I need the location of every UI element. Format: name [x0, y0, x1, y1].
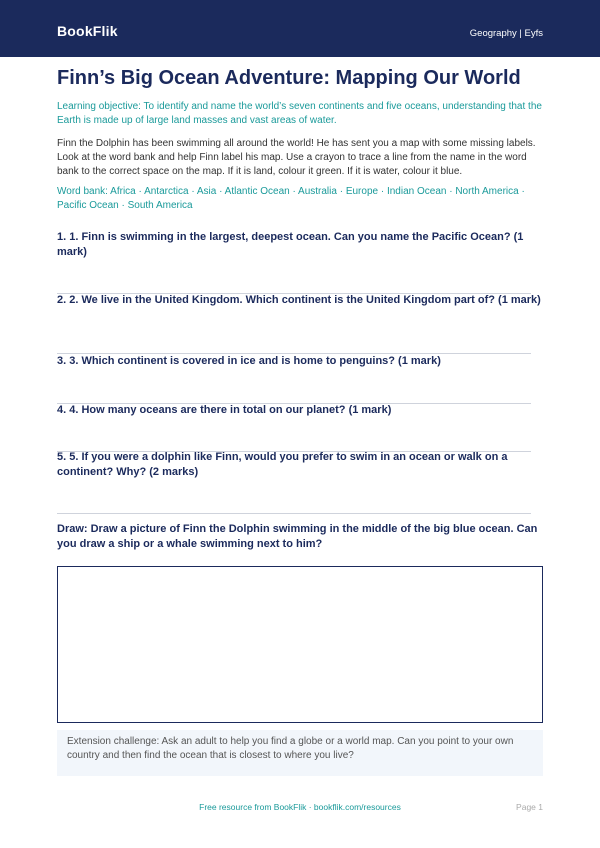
learning-objective: Learning objective: To identify and name the world’s seven continents and five oceans, understanding that the Earth is made up of large land masses and vast areas of water. — [57, 101, 542, 126]
subject-label: Geography | Eyfs — [469, 28, 543, 39]
brand-logo-text: BookFlik — [57, 23, 118, 39]
page-header — [0, 0, 600, 57]
question-4: 4. 4. How many oceans are there in total on our planet? (1 mark) — [57, 404, 392, 416]
answer-line-5[interactable] — [57, 513, 531, 514]
footer-resource-link[interactable]: Free resource from BookFlik · bookflik.com/resources — [199, 802, 401, 812]
drawing-area[interactable] — [57, 566, 543, 723]
question-5: 5. 5. If you were a dolphin like Finn, would you prefer to swim in an ocean or walk on a continent? Why? (2 marks) — [57, 451, 508, 478]
word-bank: Word bank: Africa · Antarctica · Asia · Atlantic Ocean · Australia · Europe · Indian Ocean · North America · Pacific Ocean · South America — [57, 186, 525, 211]
intro-text: Finn the Dolphin has been swimming all around the world! He has sent you a map with some missing labels. Look at the word bank and help Finn label his map. Use a crayon to trace a line from the name in the word bank to the correct space on the map. If it is land, colour it green. If it is water, colour it blue. — [57, 138, 536, 177]
worksheet-title: Finn’s Big Ocean Adventure: Mapping Our World — [57, 67, 521, 89]
question-1: 1. 1. Finn is swimming in the largest, deepest ocean. Can you name the Pacific Ocean? (1 mark) — [57, 231, 524, 258]
draw-prompt: Draw: Draw a picture of Finn the Dolphin swimming in the middle of the big blue ocean. Can you draw a ship or a whale swimming next to him? — [57, 523, 538, 550]
question-2: 2. 2. We live in the United Kingdom. Which continent is the United Kingdom part of? (1 mark) — [57, 294, 541, 306]
question-3: 3. 3. Which continent is covered in ice and is home to penguins? (1 mark) — [57, 355, 441, 367]
extension-challenge: Extension challenge: Ask an adult to help you find a globe or a world map. Can you point to your own country and then find the ocean that is closest to where you live? — [57, 730, 543, 776]
page-number: Page 1 — [516, 802, 543, 812]
